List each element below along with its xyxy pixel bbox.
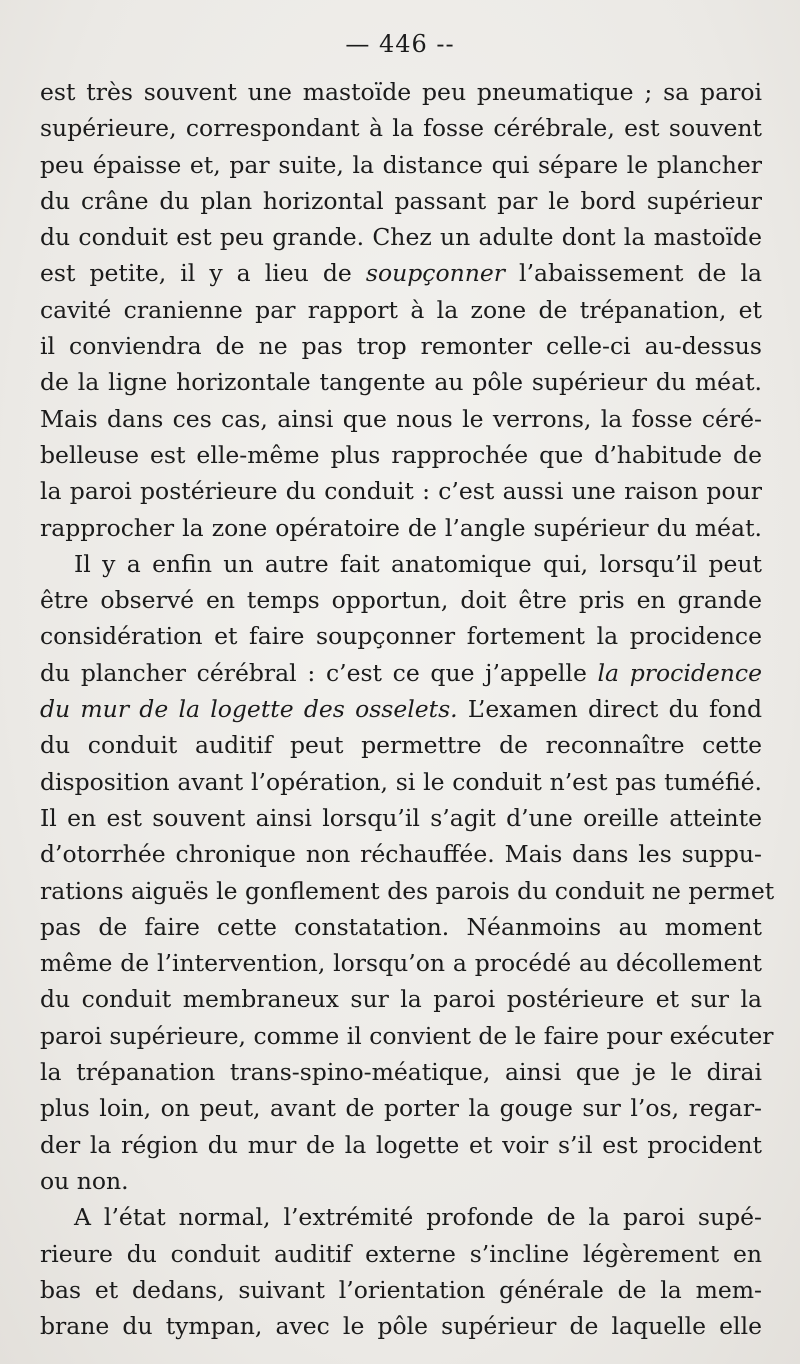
italic-text: soupçonner	[365, 259, 505, 288]
text-line: la paroi postérieure du conduit : c’est aussi une raison pour	[40, 477, 762, 506]
text-line: rations aiguës le gonflement des parois du conduit ne permet	[40, 876, 775, 905]
text-line: bas et dedans, suivant l’orientation générale de la mem-	[40, 1275, 762, 1304]
text-segment: du plancher cérébral : c’est ce que j’appelle	[40, 658, 598, 687]
text-line: du conduit membraneux sur la paroi postérieure et sur la	[40, 985, 762, 1014]
text-line: considération et faire soupçonner fortement la procidence	[40, 622, 762, 651]
text-line: de la ligne horizontale tangente au pôle supérieur du méat.	[40, 368, 762, 397]
text-line: plus loin, on peut, avant de porter la gouge sur l’os, regar-	[40, 1094, 762, 1123]
text-line: rieure du conduit auditif externe s’incline légèrement en	[40, 1239, 762, 1268]
text-line: cavité cranienne par rapport à la zone de trépanation, et	[40, 295, 762, 324]
text-line: supérieure, correspondant à la fosse cérébrale, est souvent	[40, 114, 762, 143]
text-line: rapprocher la zone opératoire de l’angle supérieur du méat.	[40, 513, 762, 542]
text-line	[40, 255, 762, 291]
text-line: Il en est souvent ainsi lorsqu’il s’agit d’une oreille atteinte	[40, 803, 762, 832]
text-line: la trépanation trans-spino-méatique, ainsi que je le dirai	[40, 1058, 762, 1087]
text-line: pas de faire cette constatation. Néanmoins au moment	[40, 912, 762, 941]
text-line: Il y a enfin un autre fait anatomique qui, lorsqu’il peut	[74, 549, 762, 578]
text-segment: L’examen direct du fond	[457, 695, 763, 724]
text-segment: l’abaissement de la	[505, 259, 763, 288]
text-line: du crâne du plan horizontal passant par le bord supérieur	[40, 186, 762, 215]
text-line: même de l’intervention, lorsqu’on a procédé au décollement	[40, 949, 762, 978]
text-line: peu épaisse et, par suite, la distance qui sépare le plancher	[40, 150, 762, 179]
text-line: d’otorrhée chronique non réchauffée. Mais dans les suppu-	[40, 840, 762, 869]
text-line: il conviendra de ne pas trop remonter celle-ci au-dessus	[40, 332, 762, 361]
text-segment: est petite, il y a lieu de	[40, 259, 366, 288]
text-line: paroi supérieure, comme il convient de le faire pour exécuter	[40, 1021, 774, 1050]
italic-text: du mur de la logette des osselets.	[40, 695, 458, 724]
text-line: est très souvent une mastoïde peu pneumatique ; sa paroi	[40, 78, 762, 106]
text-line	[40, 691, 762, 727]
text-line: der la région du mur de la logette et voir s’il est procident	[40, 1130, 762, 1159]
text-line: du conduit est peu grande. Chez un adulte dont la mastoïde	[40, 223, 762, 252]
italic-text: la procidence	[597, 658, 762, 687]
body-text	[40, 74, 775, 1344]
text-line: être observé en temps opportun, doit être pris en grande	[40, 586, 762, 615]
text-line	[40, 655, 762, 691]
text-line: Mais dans ces cas, ainsi que nous le verrons, la fosse céré-	[40, 404, 762, 433]
text-line: belleuse est elle-même plus rapprochée que d’habitude de	[40, 440, 762, 469]
text-line: brane du tympan, avec le pôle supérieur de laquelle elle	[40, 1312, 762, 1341]
page-number: — 446 --	[345, 30, 455, 58]
text-line: A l’état normal, l’extrémité profonde de la paroi supé-	[74, 1203, 762, 1232]
text-line: disposition avant l’opération, si le conduit n’est pas tuméfié.	[40, 767, 762, 796]
text-line: du conduit auditif peut permettre de reconnaître cette	[40, 731, 762, 760]
text-line: ou non.	[40, 1166, 129, 1195]
